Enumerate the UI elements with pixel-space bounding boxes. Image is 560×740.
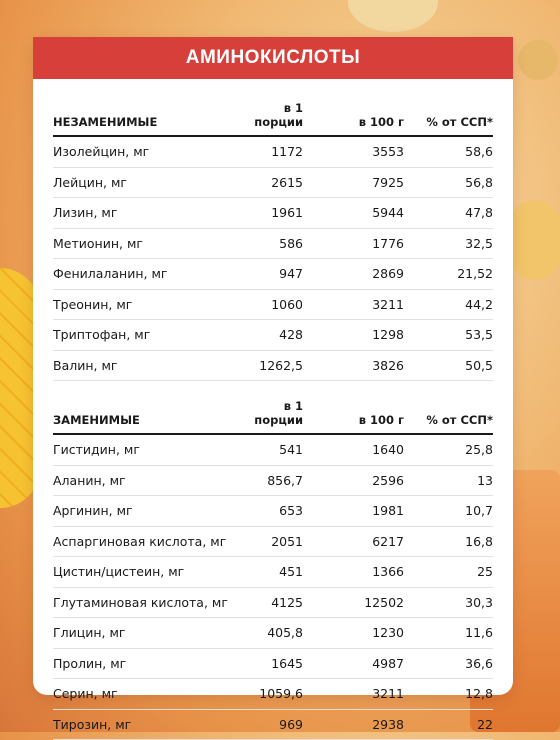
percent-value: 53,5 xyxy=(404,320,493,351)
table-row xyxy=(53,557,493,588)
amino-acid-name: Тирозин, мг xyxy=(53,709,243,740)
amino-acid-name: Аргинин, мг xyxy=(53,496,243,527)
per-serving-value: 1059,6 xyxy=(243,679,303,710)
ginger-piece-decoration xyxy=(518,40,558,80)
amino-acid-name: Цистин/цистеин, мг xyxy=(53,557,243,588)
per-serving-value: 2051 xyxy=(243,526,303,557)
per-100g-value: 1230 xyxy=(303,618,404,649)
per-100g-value: 1298 xyxy=(303,320,404,351)
per-serving-value: 451 xyxy=(243,557,303,588)
percent-value: 30,3 xyxy=(404,587,493,618)
table-row xyxy=(53,496,493,527)
per-100g-value: 5944 xyxy=(303,198,404,229)
per-100g-value: 3211 xyxy=(303,679,404,710)
per-serving-value: 1645 xyxy=(243,648,303,679)
table-row xyxy=(53,618,493,649)
per-100g-value: 1640 xyxy=(303,434,404,465)
table-row xyxy=(53,587,493,618)
per-100g-value: 4987 xyxy=(303,648,404,679)
percent-value: 47,8 xyxy=(404,198,493,229)
per-serving-value: 428 xyxy=(243,320,303,351)
per-serving-value: 969 xyxy=(243,709,303,740)
table-row xyxy=(53,679,493,710)
per-100g-value: 3826 xyxy=(303,350,404,381)
section-title: ЗАМЕНИМЫЕ xyxy=(53,381,243,435)
amino-acid-name: Валин, мг xyxy=(53,350,243,381)
percent-value: 50,5 xyxy=(404,350,493,381)
per-100g-value: 7925 xyxy=(303,167,404,198)
table-row xyxy=(53,136,493,167)
table-row xyxy=(53,198,493,229)
per-100g-value: 1366 xyxy=(303,557,404,588)
amino-acid-name: Метионин, мг xyxy=(53,228,243,259)
per-serving-value: 1060 xyxy=(243,289,303,320)
percent-value: 11,6 xyxy=(404,618,493,649)
amino-acids-card xyxy=(33,37,513,732)
per-serving-value: 947 xyxy=(243,259,303,290)
column-header: % от ССП* xyxy=(404,381,493,435)
per-100g-value: 1981 xyxy=(303,496,404,527)
per-serving-value: 1262,5 xyxy=(243,350,303,381)
percent-value: 21,52 xyxy=(404,259,493,290)
table-row xyxy=(53,465,493,496)
amino-acid-name: Лейцин, мг xyxy=(53,167,243,198)
percent-value: 22 xyxy=(404,709,493,740)
table-row xyxy=(53,434,493,465)
amino-acid-name: Гистидин, мг xyxy=(53,434,243,465)
percent-value: 10,7 xyxy=(404,496,493,527)
amino-acid-name: Триптофан, мг xyxy=(53,320,243,351)
per-serving-value: 586 xyxy=(243,228,303,259)
table-row xyxy=(53,709,493,740)
per-100g-value: 3211 xyxy=(303,289,404,320)
per-serving-value: 4125 xyxy=(243,587,303,618)
percent-value: 44,2 xyxy=(404,289,493,320)
amino-acid-name: Аспаргиновая кислота, мг xyxy=(53,526,243,557)
fruit-decoration xyxy=(510,200,560,280)
ginger-decoration xyxy=(348,0,438,32)
percent-value: 12,8 xyxy=(404,679,493,710)
card-title: АМИНОКИСЛОТЫ xyxy=(33,37,513,79)
per-serving-value: 653 xyxy=(243,496,303,527)
per-100g-value: 3553 xyxy=(303,136,404,167)
percent-value: 25,8 xyxy=(404,434,493,465)
table-row xyxy=(53,167,493,198)
per-serving-value: 1172 xyxy=(243,136,303,167)
amino-acid-name: Изолейцин, мг xyxy=(53,136,243,167)
column-header: в 100 г xyxy=(303,381,404,435)
per-serving-value: 1961 xyxy=(243,198,303,229)
percent-value: 25 xyxy=(404,557,493,588)
amino-acid-name: Глутаминовая кислота, мг xyxy=(53,587,243,618)
amino-acid-name: Аланин, мг xyxy=(53,465,243,496)
per-100g-value: 6217 xyxy=(303,526,404,557)
per-serving-value: 2615 xyxy=(243,167,303,198)
column-header: % от ССП* xyxy=(404,79,493,136)
percent-value: 32,5 xyxy=(404,228,493,259)
amino-acid-name: Фенилаланин, мг xyxy=(53,259,243,290)
per-100g-value: 2596 xyxy=(303,465,404,496)
table-row xyxy=(53,526,493,557)
amino-acid-name: Треонин, мг xyxy=(53,289,243,320)
column-header: в 1 порции xyxy=(243,79,303,136)
per-serving-value: 405,8 xyxy=(243,618,303,649)
amino-acids-table xyxy=(53,79,493,740)
percent-value: 58,6 xyxy=(404,136,493,167)
table-row xyxy=(53,289,493,320)
per-100g-value: 2938 xyxy=(303,709,404,740)
table-row xyxy=(53,259,493,290)
amino-acid-name: Серин, мг xyxy=(53,679,243,710)
table-row xyxy=(53,648,493,679)
section-title: НЕЗАМЕНИМЫЕ xyxy=(53,79,243,136)
percent-value: 13 xyxy=(404,465,493,496)
section-header-row xyxy=(53,381,493,435)
per-serving-value: 541 xyxy=(243,434,303,465)
per-serving-value: 856,7 xyxy=(243,465,303,496)
table-row xyxy=(53,350,493,381)
column-header: в 1 порции xyxy=(243,381,303,435)
percent-value: 36,6 xyxy=(404,648,493,679)
per-100g-value: 12502 xyxy=(303,587,404,618)
section-header-row xyxy=(53,79,493,136)
percent-value: 56,8 xyxy=(404,167,493,198)
amino-acid-name: Лизин, мг xyxy=(53,198,243,229)
percent-value: 16,8 xyxy=(404,526,493,557)
amino-acid-name: Пролин, мг xyxy=(53,648,243,679)
per-100g-value: 2869 xyxy=(303,259,404,290)
amino-acid-name: Глицин, мг xyxy=(53,618,243,649)
per-100g-value: 1776 xyxy=(303,228,404,259)
table-row xyxy=(53,228,493,259)
table-row xyxy=(53,320,493,351)
column-header: в 100 г xyxy=(303,79,404,136)
